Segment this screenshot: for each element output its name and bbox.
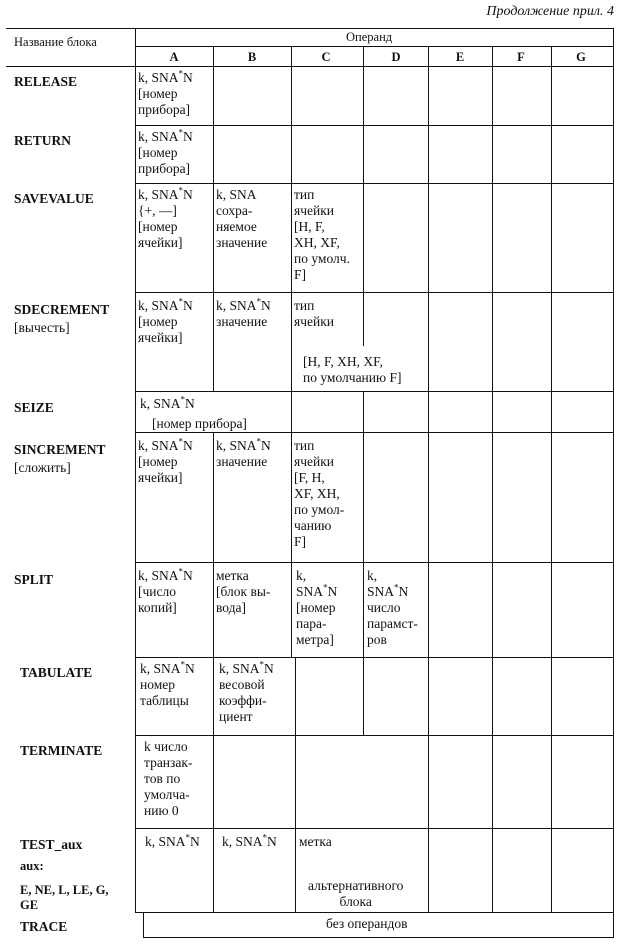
block-name-terminate: TERMINATE <box>20 743 103 758</box>
block-subtitle-test-ops: E, NE, L, LE, G, <box>20 883 109 897</box>
cell-sincrement-b: k, SNA*N значение <box>216 436 271 469</box>
block-name-tabulate: TABULATE <box>20 665 93 680</box>
cell-return-a: k, SNA*N [номер прибора] <box>138 127 193 176</box>
column-header-g: G <box>576 50 586 64</box>
column-header-b: B <box>247 50 257 64</box>
cell-test-c-extra: альтернативного блока <box>308 878 404 909</box>
cell-savevalue-c: тип ячейки [H, F, XH, XF, по умолч. F] <box>294 187 350 282</box>
cell-seize-a-extra: [номер прибора] <box>152 416 247 431</box>
block-name-split: SPLIT <box>14 572 54 587</box>
cell-split-d: k, SNA*N число парамст- ров <box>367 568 418 647</box>
cell-test-a: k, SNA*N <box>145 832 200 849</box>
cell-savevalue-a: k, SNA*N {+, —] [номер ячейки] <box>138 185 193 250</box>
cell-split-c: k, SNA*N [номер пара- метра] <box>296 568 338 647</box>
cell-release-a: k, SNA*N [номер прибора] <box>138 68 193 117</box>
cell-test-c: метка <box>299 834 332 849</box>
block-subtitle-sdecrement: [вычесть] <box>14 320 70 335</box>
cell-test-b: k, SNA*N <box>222 832 277 849</box>
cell-terminate-a: k число транзак- тов по умолча- нию 0 <box>144 739 193 818</box>
column-title-operand: Операнд <box>346 30 393 44</box>
column-header-f: F <box>517 50 525 64</box>
cell-sincrement-c: тип ячейки [F, H, XF, XH, по умол- чанию F] <box>294 438 345 549</box>
block-name-sincrement: SINCREMENT <box>14 442 106 457</box>
block-name-sdecrement: SDECREMENT <box>14 302 110 317</box>
cell-split-a: k, SNA*N [число копий] <box>138 566 193 615</box>
block-name-savevalue: SAVEVALUE <box>14 191 94 206</box>
cell-seize-a: k, SNA*N <box>140 394 195 411</box>
cell-sdecrement-c-extra: [H, F, XH, XF, по умолчанию F] <box>303 354 402 385</box>
cell-tabulate-b: k, SNA*N весовой коэффи- циент <box>219 659 274 724</box>
block-name-trace: TRACE <box>20 919 68 934</box>
column-title-block: Название блока <box>14 35 97 49</box>
cell-sdecrement-c: тип ячейки <box>294 298 334 329</box>
block-subtitle-sincrement: [сложить] <box>14 460 71 475</box>
cell-trace-span: без операндов <box>326 916 408 931</box>
block-name-release: RELEASE <box>14 74 78 89</box>
block-subtitle-test-aux: aux: <box>20 859 44 873</box>
block-name-test: TEST_aux <box>20 837 83 852</box>
block-name-return: RETURN <box>14 133 72 148</box>
cell-savevalue-b: k, SNA сохра- няемое значение <box>216 187 268 250</box>
cell-sincrement-a: k, SNA*N [номер ячейки] <box>138 436 193 485</box>
column-header-e: E <box>455 50 465 64</box>
column-header-c: C <box>321 50 331 64</box>
column-header-d: D <box>391 50 401 64</box>
block-subtitle-test-ge: GE <box>20 898 39 912</box>
cell-split-b: метка [блок вы- вода] <box>216 568 271 615</box>
column-header-a: A <box>169 50 179 64</box>
cell-sdecrement-a: k, SNA*N [номер ячейки] <box>138 296 193 345</box>
cell-tabulate-a: k, SNA*N номер таблицы <box>140 659 195 708</box>
continuation-note: Продолжение прил. 4 <box>486 4 614 19</box>
block-name-seize: SEIZE <box>14 400 54 415</box>
cell-sdecrement-b: k, SNA*N значение <box>216 296 271 329</box>
